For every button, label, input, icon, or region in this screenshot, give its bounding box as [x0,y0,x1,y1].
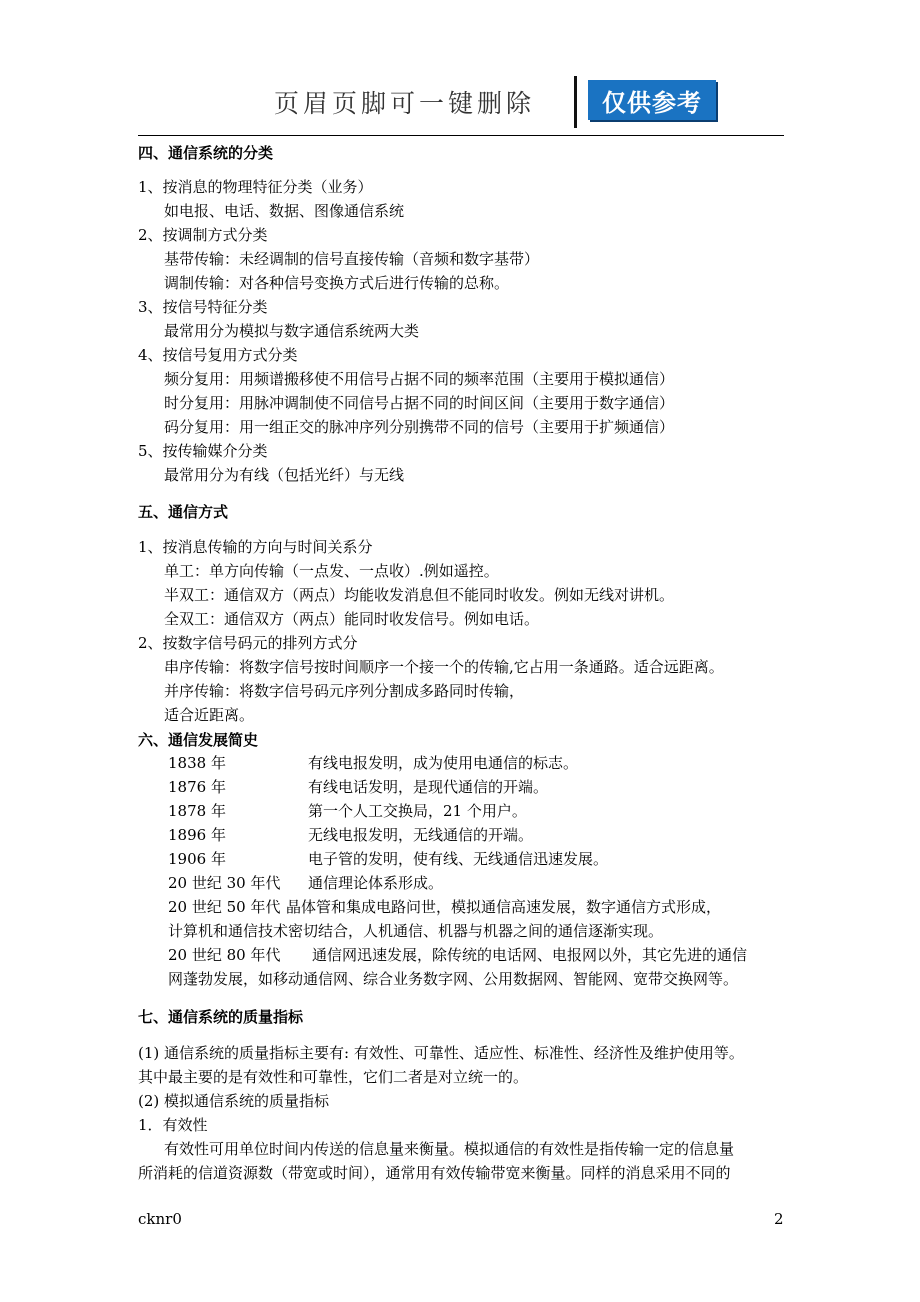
paragraph-line: 1．有效性 [138,1116,208,1134]
header-badge: 仅供参考 [588,80,716,120]
paragraph-line: 时分复用：用脉冲调制使不同信号占据不同的时间区间（主要用于数字通信） [164,394,675,412]
paragraph-line: 5、按传输媒介分类 [138,442,268,460]
paragraph-line: 如电报、电话、数据、图像通信系统 [164,202,405,220]
header-rule [138,135,784,136]
paragraph-line: 基带传输：未经调制的信号直接传输（音频和数字基带） [164,250,540,268]
header-text: 页眉页脚可一键删除 [274,89,536,118]
paragraph-line: 单工：单方向传输（一点发、一点收）.例如遥控。 [164,562,499,580]
paragraph-line: 适合近距离。 [164,706,255,724]
paragraph-line: 2、按调制方式分类 [138,226,268,244]
history-year: 20 世纪 80 年代 [168,946,281,964]
paragraph-line: 全双工：通信双方（两点）能同时收发信号。例如电话。 [164,610,540,628]
paragraph-line: 并序传输：将数字信号码元序列分割成多路同时传输， [164,682,525,700]
paragraph-line: 所消耗的信道资源数（带宽或时间），通常用有效传输带宽来衡量。同样的消息采用不同的 [138,1164,731,1182]
history-year: 20 世纪 30 年代 [168,874,281,892]
section-heading-4: 四、通信系统的分类 [138,144,274,162]
section-heading-5: 五、通信方式 [138,503,229,521]
page-number: 2 [774,1210,784,1228]
history-event: 无线电报发明，无线通信的开端。 [308,826,534,844]
paragraph-line: 码分复用：用一组正交的脉冲序列分别携带不同的信号（主要用于扩频通信） [164,418,675,436]
paragraph-line: 2、按数字信号码元的排列方式分 [138,634,358,652]
paragraph-line: 频分复用：用频谱搬移使不用信号占据不同的频率范围（主要用于模拟通信） [164,370,675,388]
paragraph-line: 1、按消息传输的方向与时间关系分 [138,538,373,556]
paragraph-line: 最常用分为有线（包括光纤）与无线 [164,466,405,484]
section-heading-7: 七、通信系统的质量指标 [138,1008,304,1026]
paragraph-line: 串序传输：将数字信号按时间顺序一个接一个的传输,它占用一条通路。适合远距离。 [164,658,724,676]
history-year: 1838 年 [168,754,226,772]
paragraph-line: 3、按信号特征分类 [138,298,268,316]
history-event: 通信理论体系形成。 [308,874,444,892]
history-event-continued: 计算机和通信技术密切结合，人机通信、机器与机器之间的通信逐渐实现。 [168,922,664,940]
paragraph-line: (2) 模拟通信系统的质量指标 [138,1092,330,1110]
paragraph-line: 1、按消息的物理特征分类（业务） [138,178,373,196]
paragraph-line: (1) 通信系统的质量指标主要有: 有效性、可靠性、适应性、标准性、经济性及维护使用等。 [138,1044,744,1062]
header-banner [260,74,724,130]
history-event: 第一个人工交换局，21 个用户。 [308,802,527,820]
history-year: 20 世纪 50 年代 [168,898,281,916]
history-event: 有线电报发明，成为使用电通信的标志。 [308,754,579,772]
paragraph-line: 调制传输：对各种信号变换方式后进行传输的总称。 [164,274,510,292]
history-year: 1876 年 [168,778,226,796]
history-event-continued: 网蓬勃发展，如移动通信网、综合业务数字网、公用数据网、智能网、宽带交换网等。 [168,970,739,988]
history-year: 1906 年 [168,850,226,868]
history-event: 有线电话发明，是现代通信的开端。 [308,778,549,796]
history-year: 1878 年 [168,802,226,820]
paragraph-line: 其中最主要的是有效性和可靠性，它们二者是对立统一的。 [138,1068,529,1086]
header-divider [574,76,577,128]
paragraph-line: 最常用分为模拟与数字通信系统两大类 [164,322,420,340]
paragraph-line: 4、按信号复用方式分类 [138,346,298,364]
section-heading-6: 六、通信发展简史 [138,731,259,749]
paragraph-line: 有效性可用单位时间内传送的信息量来衡量。模拟通信的有效性是指传输一定的信息量 [164,1140,735,1158]
history-year: 1896 年 [168,826,226,844]
history-event: 通信网迅速发展，除传统的电话网、电报网以外，其它先进的通信 [312,946,748,964]
footer-left-text: cknr0 [138,1210,182,1228]
paragraph-line: 半双工：通信双方（两点）均能收发消息但不能同时收发。例如无线对讲机。 [164,586,675,604]
history-event: 电子管的发明，使有线、无线通信迅速发展。 [308,850,609,868]
history-event: 晶体管和集成电路问世，模拟通信高速发展，数字通信方式形成， [286,898,722,916]
